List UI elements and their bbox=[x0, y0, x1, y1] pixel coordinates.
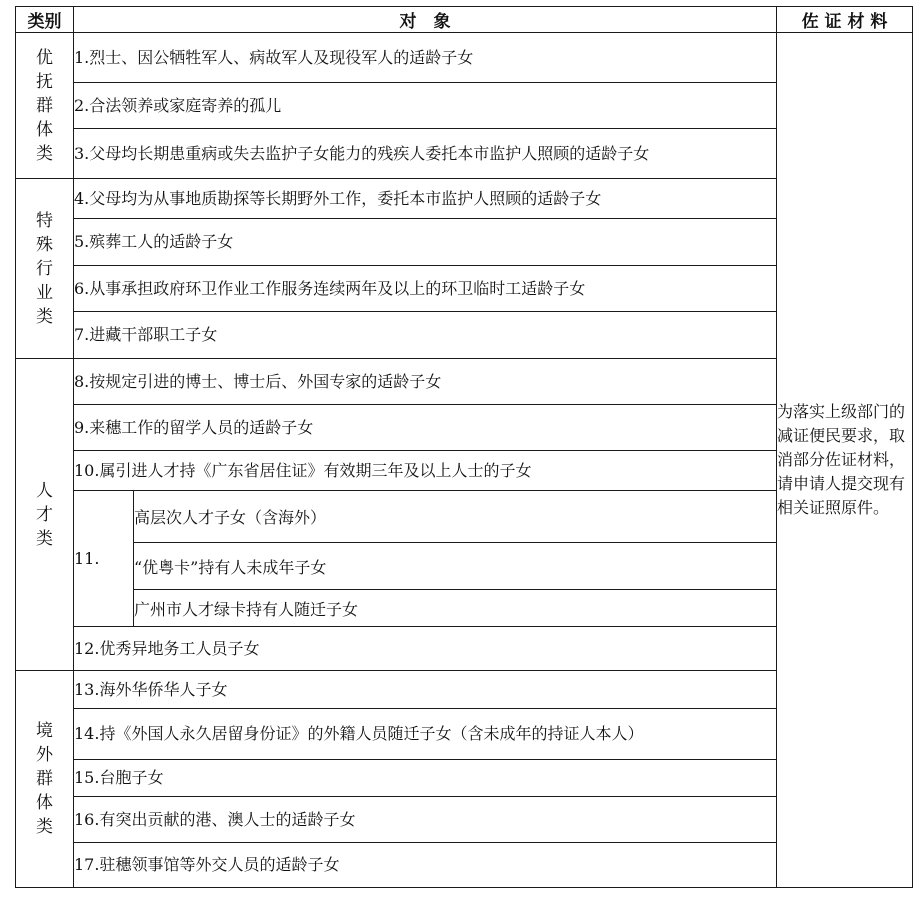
item-8: 8.按规定引进的博士、博士后、外国专家的适龄子女 bbox=[74, 359, 777, 405]
item-9: 9.来穗工作的留学人员的适龄子女 bbox=[74, 405, 777, 451]
group-youfu: 优抚群体类 bbox=[16, 33, 74, 179]
table-row bbox=[16, 33, 913, 83]
item-11-number: 11. bbox=[74, 491, 134, 627]
item-14: 14.持《外国人永久居留身份证》的外籍人员随迁子女（含未成年的持证人本人） bbox=[74, 709, 777, 760]
item-4: 4.父母均为从事地质勘探等长期野外工作，委托本市监护人照顾的适龄子女 bbox=[74, 179, 777, 219]
item-13: 13.海外华侨华人子女 bbox=[74, 671, 777, 709]
header-row bbox=[16, 7, 913, 33]
item-2: 2.合法领养或家庭寄养的孤儿 bbox=[74, 83, 777, 129]
item-12: 12.优秀异地务工人员子女 bbox=[74, 627, 777, 671]
item-1: 1.烈士、因公牺牲军人、病故军人及现役军人的适龄子女 bbox=[74, 33, 777, 83]
item-11-b: “优粤卡”持有人未成年子女 bbox=[134, 543, 777, 590]
item-7: 7.进藏干部职工子女 bbox=[74, 312, 777, 359]
eligibility-table bbox=[15, 6, 913, 888]
item-11-c: 广州市人才绿卡持有人随迁子女 bbox=[134, 590, 777, 627]
item-5: 5.殡葬工人的适龄子女 bbox=[74, 219, 777, 266]
group-rencai: 人才类 bbox=[16, 359, 74, 671]
evidence-note: 为落实上级部门的减证便民要求，取消部分佐证材料，请申请人提交现有相关证照原件。 bbox=[777, 33, 913, 888]
item-11-a: 高层次人才子女（含海外） bbox=[134, 491, 777, 543]
header-category: 类别 bbox=[16, 7, 74, 33]
header-object: 对 象 bbox=[74, 7, 777, 33]
item-17: 17.驻穗领事馆等外交人员的适龄子女 bbox=[74, 843, 777, 888]
group-jingwai: 境外群体类 bbox=[16, 671, 74, 888]
group-teshu: 特殊行业类 bbox=[16, 179, 74, 359]
item-10: 10.属引进人才持《广东省居住证》有效期三年及以上人士的子女 bbox=[74, 451, 777, 491]
item-3: 3.父母均长期患重病或失去监护子女能力的残疾人委托本市监护人照顾的适龄子女 bbox=[74, 129, 777, 179]
header-evidence: 佐 证 材 料 bbox=[777, 7, 913, 33]
item-16: 16.有突出贡献的港、澳人士的适龄子女 bbox=[74, 797, 777, 843]
item-15: 15.台胞子女 bbox=[74, 760, 777, 797]
item-6: 6.从事承担政府环卫作业工作服务连续两年及以上的环卫临时工适龄子女 bbox=[74, 266, 777, 312]
